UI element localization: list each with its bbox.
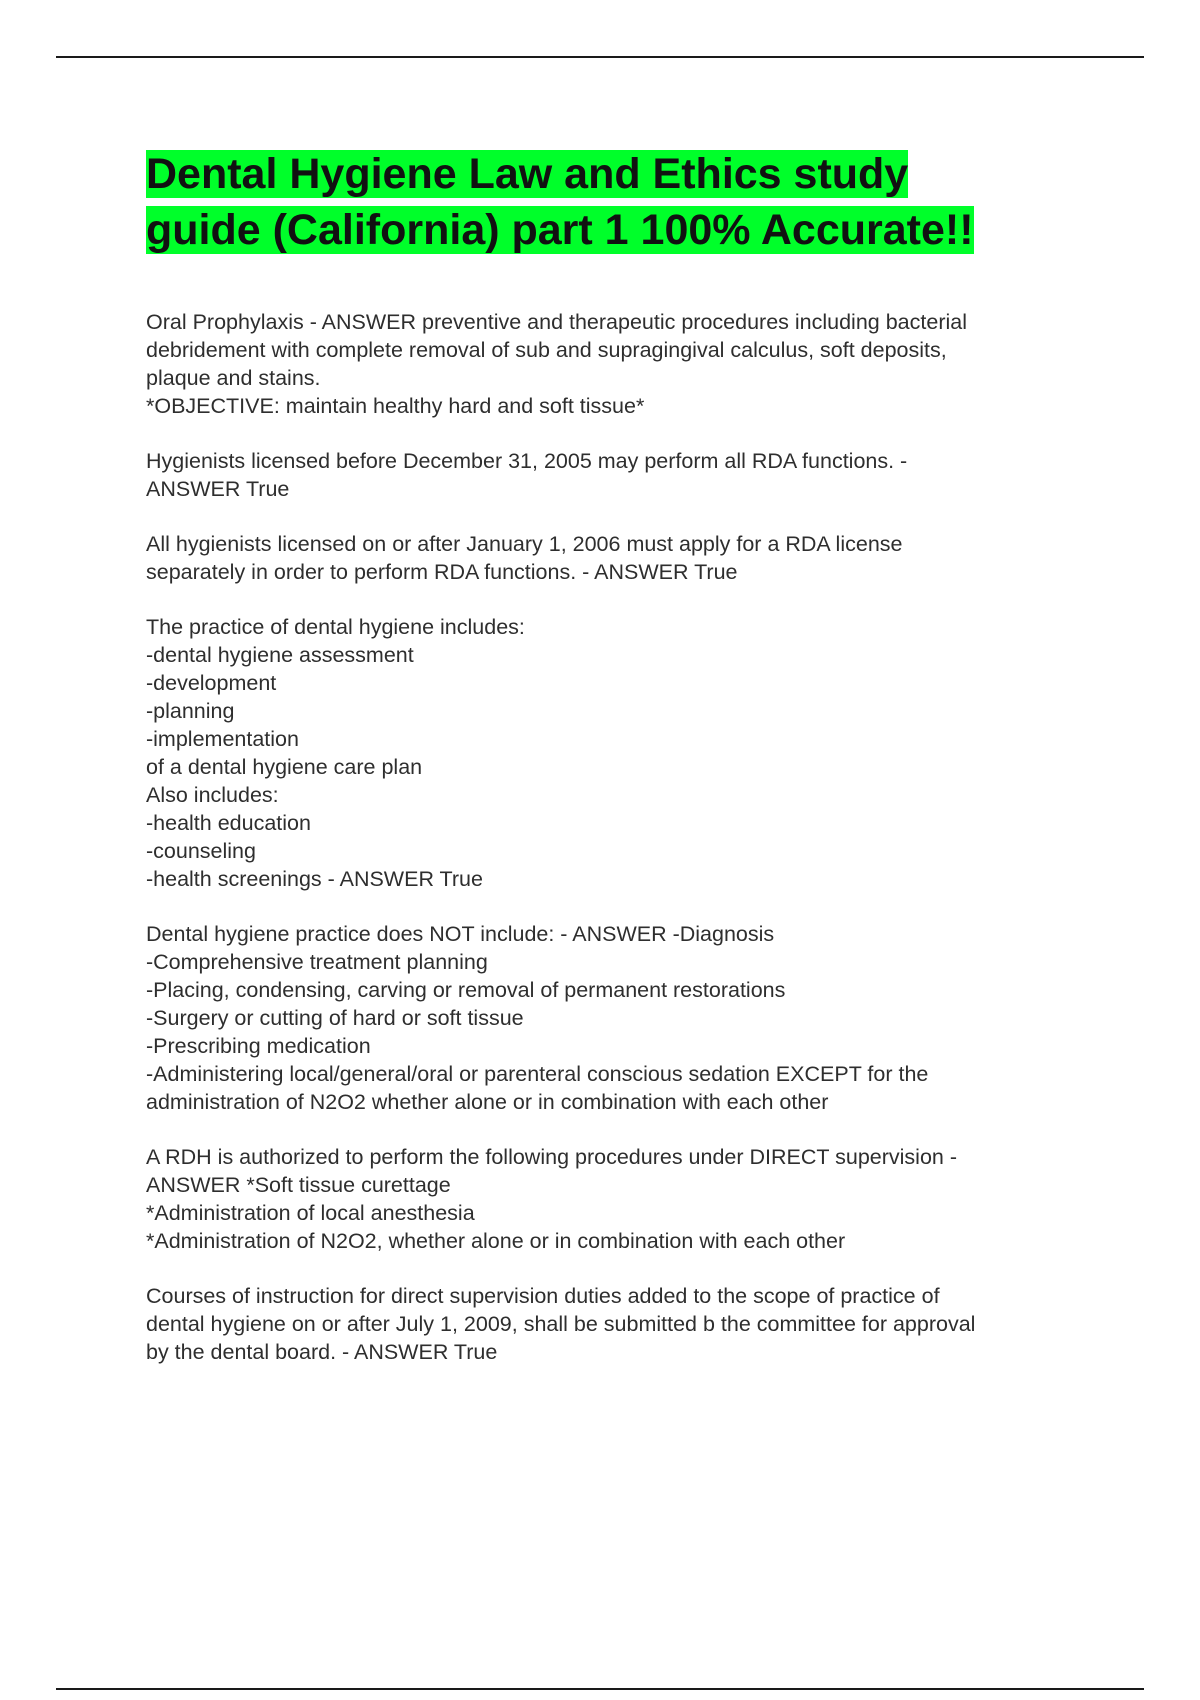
qa-line: of a dental hygiene care plan bbox=[146, 755, 423, 779]
qa-line: -Comprehensive treatment planning bbox=[146, 950, 488, 974]
qa-line: *Administration of N2O2, whether alone or in combination with each other bbox=[146, 1229, 846, 1253]
qa-line: Oral Prophylaxis - ANSWER preventive and therapeutic procedures including bacterial bbox=[146, 310, 967, 334]
qa-line: debridement with complete removal of sub and supragingival calculus, soft deposits, bbox=[146, 338, 947, 362]
qa-line: separately in order to perform RDA functions. - ANSWER True bbox=[146, 560, 738, 584]
title-line: Dental Hygiene Law and Ethics study bbox=[146, 150, 909, 198]
title-highlight bbox=[146, 150, 974, 254]
qa-entry bbox=[146, 308, 1086, 420]
qa-line: All hygienists licensed on or after January 1, 2006 must apply for a RDA license bbox=[146, 532, 903, 556]
qa-line: -development bbox=[146, 671, 277, 695]
top-rule bbox=[56, 56, 1144, 58]
qa-line: -planning bbox=[146, 699, 235, 723]
qa-list bbox=[146, 308, 1086, 1366]
document-body bbox=[146, 146, 1086, 1393]
qa-line: administration of N2O2 whether alone or in combination with each other bbox=[146, 1090, 829, 1114]
qa-entry bbox=[146, 447, 1086, 503]
qa-line: dental hygiene on or after July 1, 2009, shall be submitted b the committee for approval bbox=[146, 1312, 976, 1336]
qa-line: -health education bbox=[146, 811, 311, 835]
bottom-rule bbox=[56, 1688, 1144, 1690]
qa-line: -Placing, condensing, carving or removal of permanent restorations bbox=[146, 978, 786, 1002]
qa-line: Courses of instruction for direct supervision duties added to the scope of practice of bbox=[146, 1284, 940, 1308]
qa-line: -dental hygiene assessment bbox=[146, 643, 414, 667]
qa-entry bbox=[146, 920, 1086, 1116]
qa-line: -implementation bbox=[146, 727, 299, 751]
qa-line: -counseling bbox=[146, 839, 256, 863]
qa-line: Dental hygiene practice does NOT include: - ANSWER -Diagnosis bbox=[146, 922, 775, 946]
document-title bbox=[146, 146, 1086, 258]
qa-entry bbox=[146, 1143, 1086, 1255]
qa-entry bbox=[146, 530, 1086, 586]
qa-line: plaque and stains. bbox=[146, 366, 321, 390]
qa-line: Also includes: bbox=[146, 783, 279, 807]
qa-line: -Administering local/general/oral or parenteral conscious sedation EXCEPT for the bbox=[146, 1062, 929, 1086]
qa-line: -health screenings - ANSWER True bbox=[146, 867, 483, 891]
qa-line: *OBJECTIVE: maintain healthy hard and soft tissue* bbox=[146, 394, 645, 418]
qa-line: *Administration of local anesthesia bbox=[146, 1201, 475, 1225]
title-line: guide (California) part 1 100% Accurate!! bbox=[146, 206, 974, 254]
qa-line: ANSWER *Soft tissue curettage bbox=[146, 1173, 451, 1197]
qa-line: A RDH is authorized to perform the following procedures under DIRECT supervision - bbox=[146, 1145, 957, 1169]
qa-entry bbox=[146, 1282, 1086, 1366]
qa-line: The practice of dental hygiene includes: bbox=[146, 615, 525, 639]
qa-entry bbox=[146, 613, 1086, 893]
qa-line: -Prescribing medication bbox=[146, 1034, 371, 1058]
qa-line: by the dental board. - ANSWER True bbox=[146, 1340, 498, 1364]
qa-line: -Surgery or cutting of hard or soft tissue bbox=[146, 1006, 524, 1030]
qa-line: ANSWER True bbox=[146, 477, 290, 501]
qa-line: Hygienists licensed before December 31, 2005 may perform all RDA functions. - bbox=[146, 449, 908, 473]
